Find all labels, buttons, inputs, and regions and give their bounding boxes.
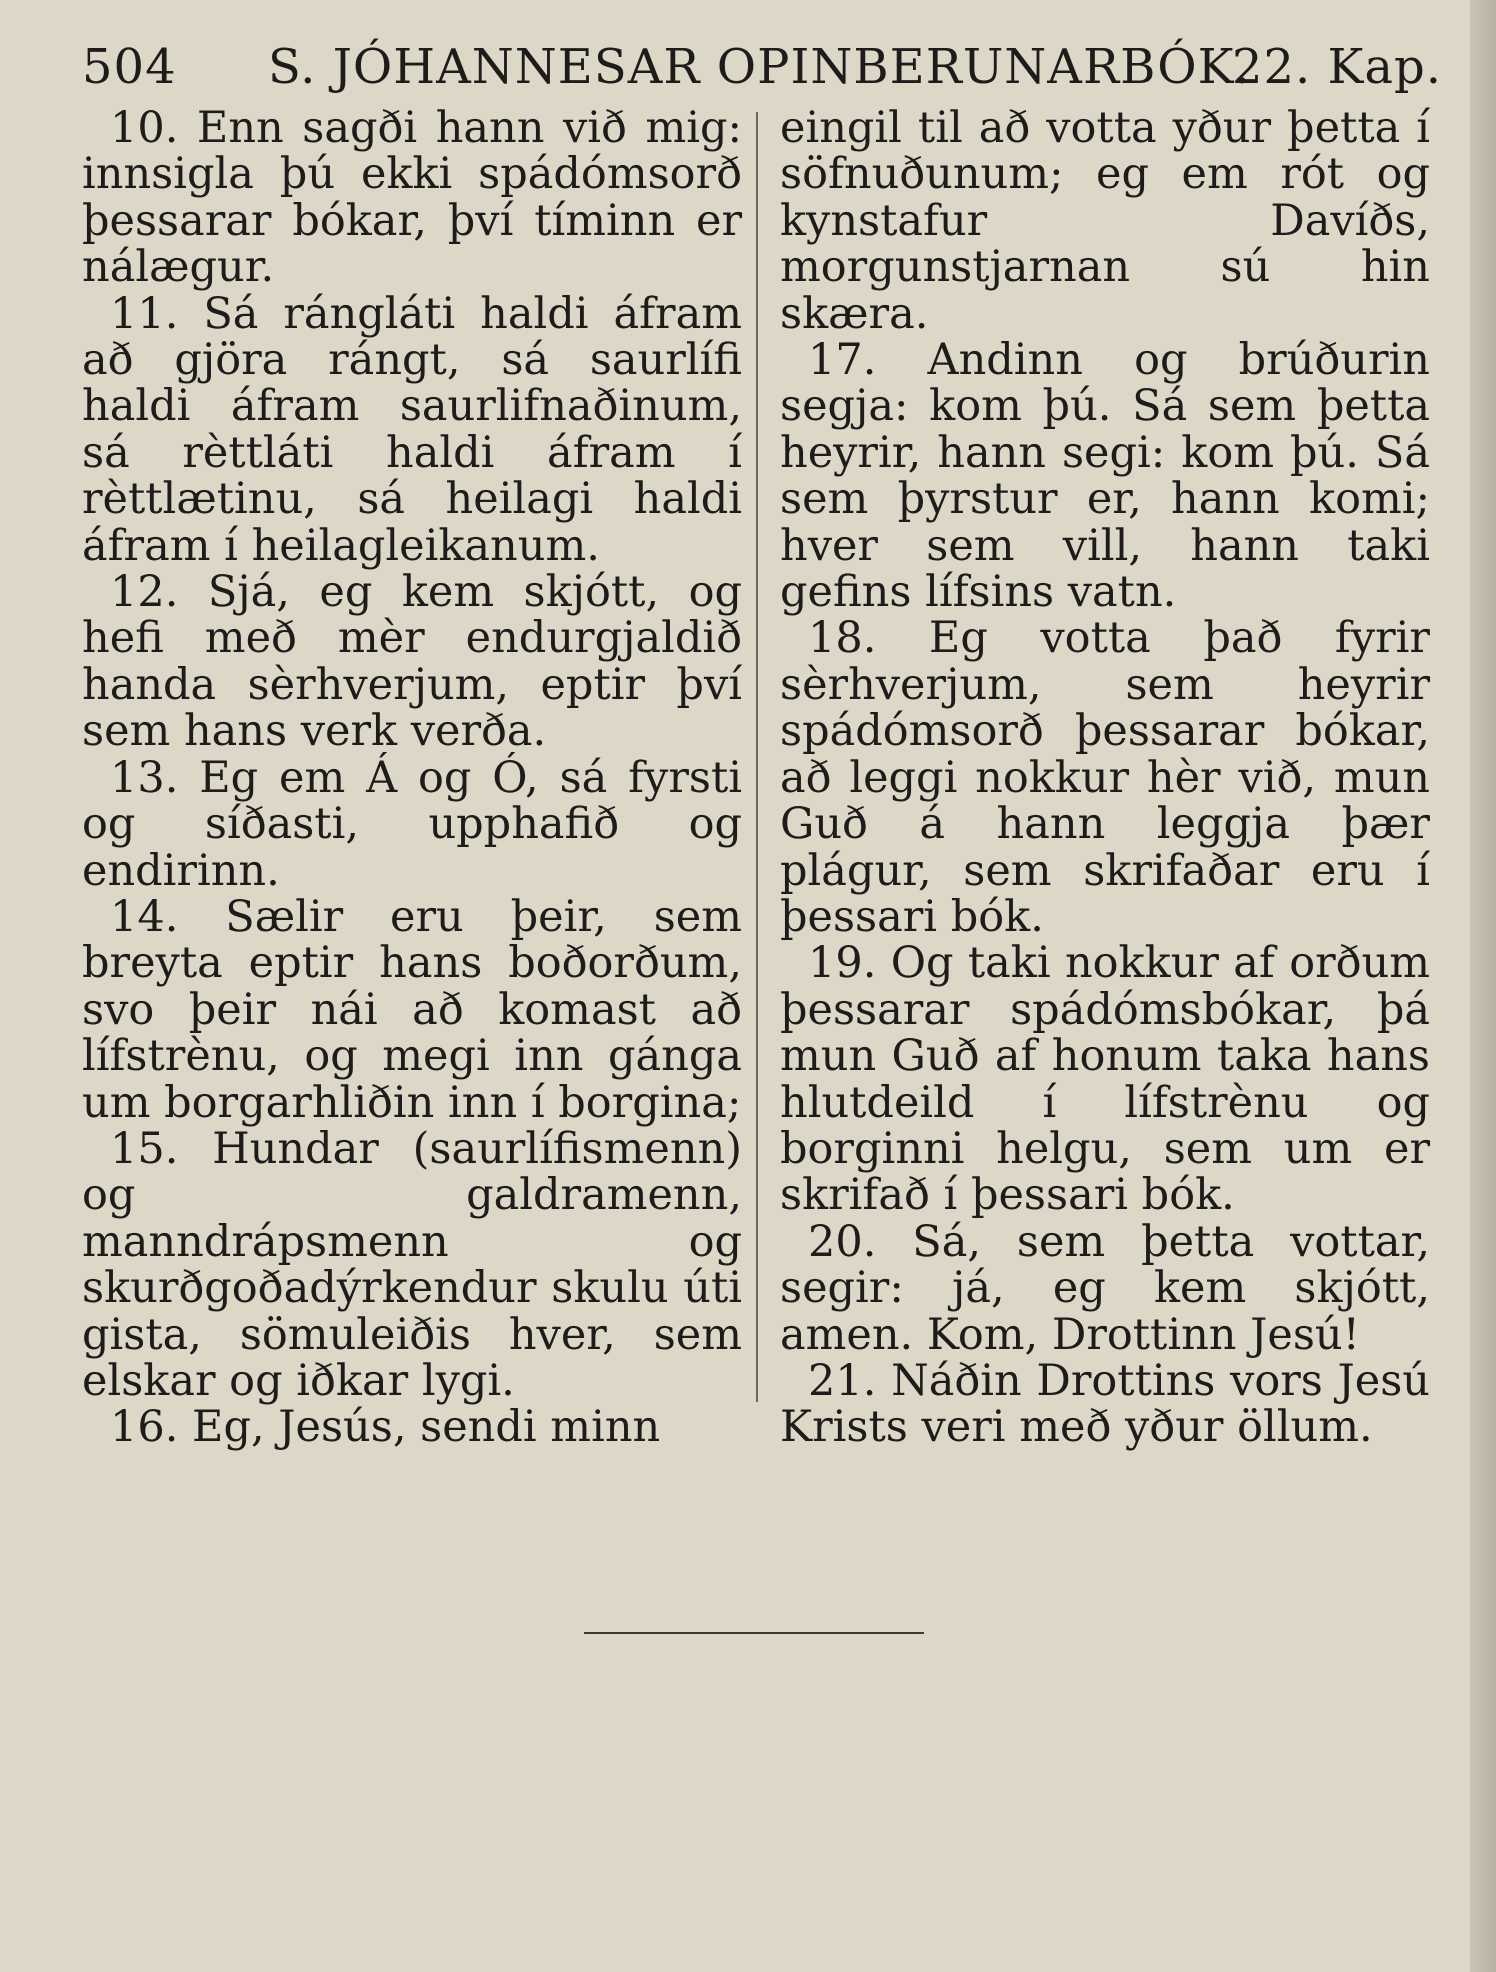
page-edge: [1470, 0, 1496, 1972]
chapter-label: 22. Kap.: [1231, 39, 1442, 95]
column-divider: [756, 112, 758, 1402]
verse-17: 17. Andinn og brúðurin segja: kom þú. Sá sem þetta heyrir, hann segi: kom þú. Sá sem þyrstur er, hann komi; hver sem vill, hann taki gefins lífsins vatn.: [780, 335, 1430, 618]
page-number: 504: [82, 39, 177, 95]
verse-15: 15. Hundar (saurlífismenn) og galdramenn, manndrápsmenn og skurðgoðadýrkendur skulu úti gista, sömuleiðis hver, sem elskar og iðkar lygi.: [82, 1123, 742, 1406]
verse-19: 19. Og taki nokkur af orðum þessarar spádómsbókar, þá mun Guð af honum taka hans hlutdeild í lífstrènu og borginni helgu, sem um er skrifað í þessari bók.: [780, 938, 1430, 1221]
verse-18: 18. Eg votta það fyrir sèrhverjum, sem heyrir spádómsorð þessarar bókar, að leggi nokkur hèr við, mun Guð á hann leggja þær plágur, sem skrifaðar eru í þessari bók.: [780, 613, 1430, 942]
running-header: [82, 32, 1442, 102]
verse-14: 14. Sælir eru þeir, sem breyta eptir hans boðorðum, svo þeir nái að komast að lífstrènu, og megi inn gánga um borgarhliðin inn í borgina;: [82, 891, 742, 1128]
left-column: [82, 105, 742, 1451]
book-title: S. JÓHANNESAR OPINBERUNARBÓK.: [268, 39, 1251, 95]
verse-10: 10. Enn sagði hann við mig: innsigla þú ekki spádómsorð þessarar bókar, því tíminn er nálægur.: [82, 103, 742, 293]
right-column: [780, 105, 1430, 1451]
verse-12: 12. Sjá, eg kem skjótt, og hefi með mèr endurgjaldið handa sèrhverjum, eptir því sem hans verk verða.: [82, 567, 742, 757]
verse-16-continuation: eingil til að votta yður þetta í söfnuðunum; eg em rót og kynstafur Davíðs, morgunstjarnan sú hin skæra.: [780, 103, 1430, 339]
verse-13: 13. Eg em Á og Ó, sá fyrsti og síðasti, upphafið og endirinn.: [82, 752, 742, 896]
end-rule: [584, 1632, 924, 1634]
verse-21: 21. Náðin Drottins vors Jesú Krists veri með yður öllum.: [780, 1355, 1430, 1453]
verse-20: 20. Sá, sem þetta vottar, segir: já, eg kem skjótt, amen. Kom, Drottinn Jesú!: [780, 1216, 1430, 1360]
verse-16-start: 16. Eg, Jesús, sendi minn: [110, 1402, 661, 1453]
verse-11: 11. Sá rángláti haldi áfram að gjöra rángt, sá saurlífi haldi áfram saurlifnaðinum, sá rèttláti haldi áfram í rèttlætinu, sá heilagi haldi áfram í heilagleikanum.: [82, 288, 742, 571]
